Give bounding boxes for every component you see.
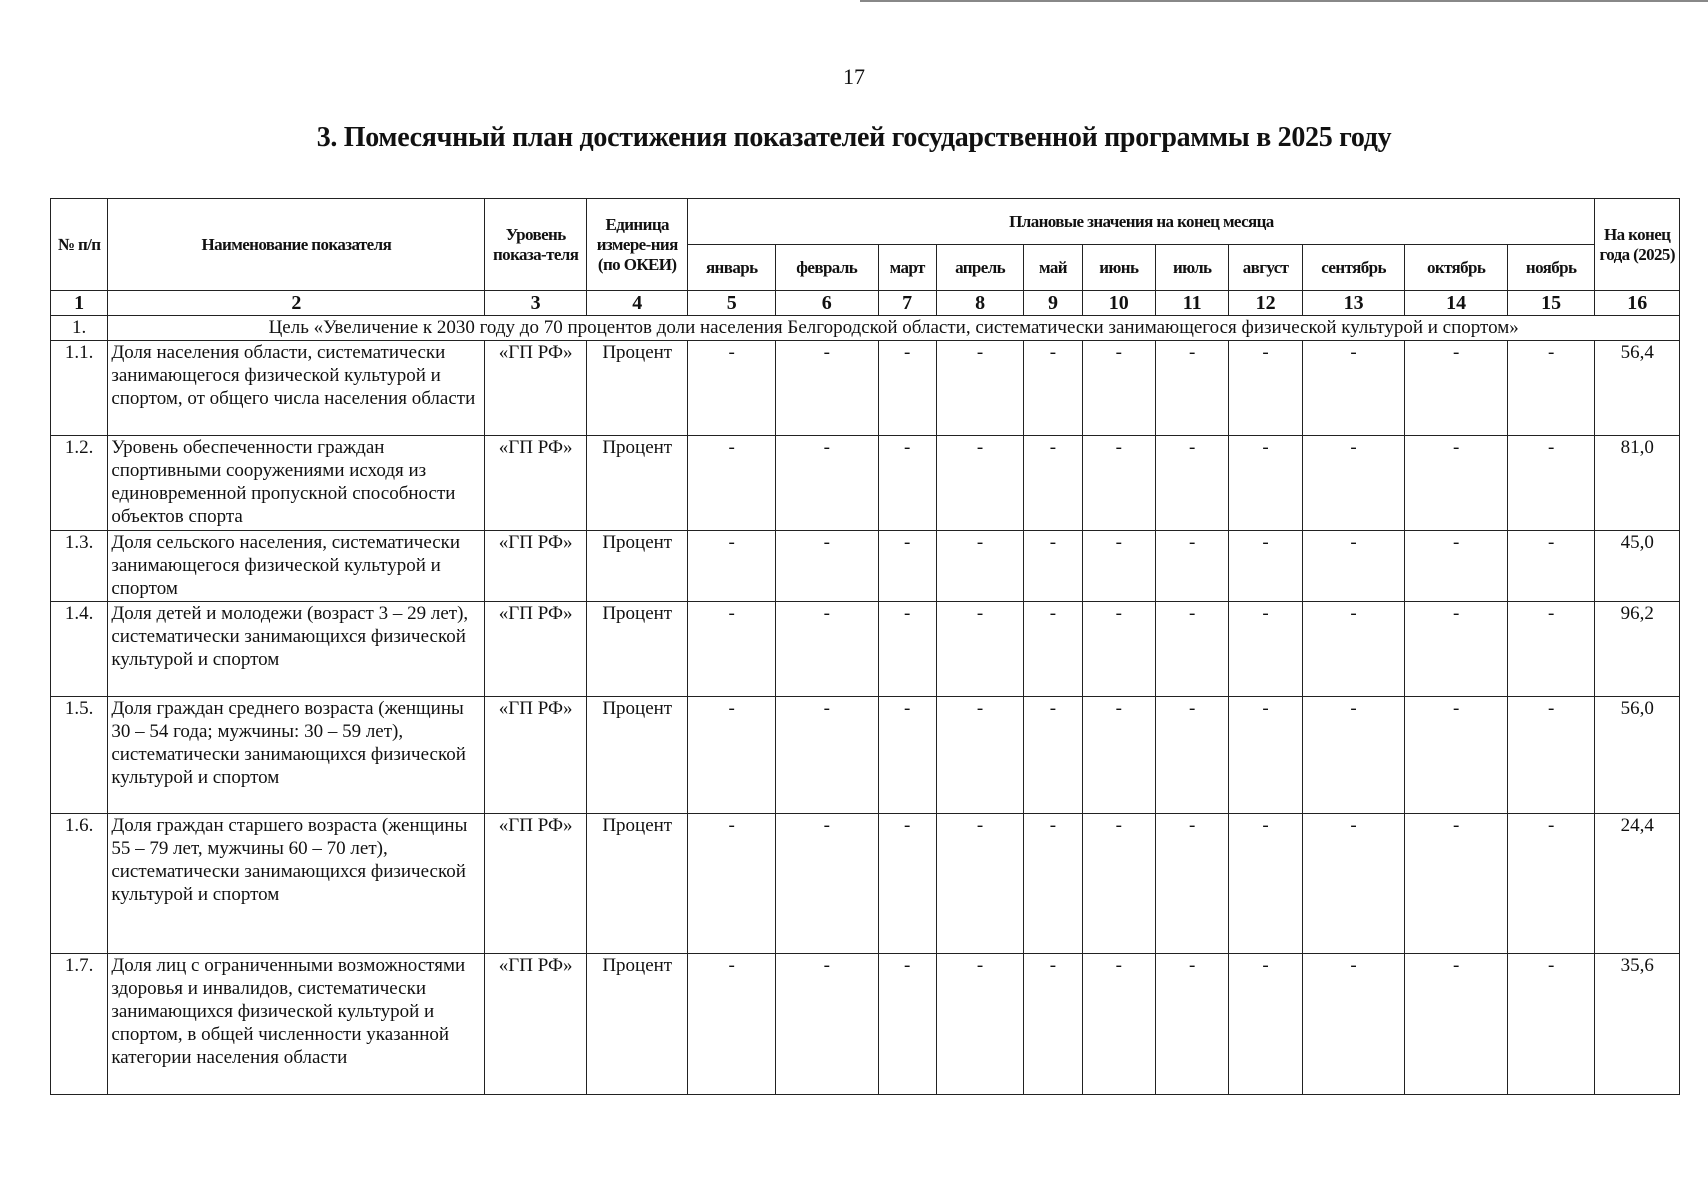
page-number: 17 <box>843 64 865 89</box>
row-number: 1.4. <box>51 602 108 697</box>
month-value: - <box>1024 531 1082 602</box>
header-num: № п/п <box>51 199 108 291</box>
column-number: 13 <box>1302 291 1405 316</box>
month-value: - <box>878 436 936 531</box>
year-end-value: 24,4 <box>1595 814 1680 954</box>
document-title: 3. Помесячный план достижения показателей государственной программы в 2025 году <box>316 122 1392 153</box>
goal-text: Цель «Увеличение к 2030 году до 70 процентов доли населения Белгородской области, систематически занимающегося физической культурой и спортом» <box>108 316 1680 341</box>
column-number: 14 <box>1405 291 1508 316</box>
header-month: август <box>1229 245 1302 291</box>
year-end-value: 45,0 <box>1595 531 1680 602</box>
month-value: - <box>878 814 936 954</box>
indicator-plan-table <box>50 198 1680 1095</box>
table-row <box>51 954 1680 1095</box>
month-value: - <box>936 697 1023 814</box>
indicator-level: «ГП РФ» <box>485 602 587 697</box>
month-value: - <box>1024 697 1082 814</box>
month-value: - <box>775 697 878 814</box>
table-row <box>51 602 1680 697</box>
month-value: - <box>775 602 878 697</box>
month-value: - <box>1024 436 1082 531</box>
header-month: март <box>878 245 936 291</box>
column-number: 3 <box>485 291 587 316</box>
table-row <box>51 531 1680 602</box>
table-row <box>51 697 1680 814</box>
month-value: - <box>775 531 878 602</box>
header-month: сентябрь <box>1302 245 1405 291</box>
column-number: 16 <box>1595 291 1680 316</box>
column-number: 5 <box>688 291 775 316</box>
indicator-unit: Процент <box>586 341 688 436</box>
month-value: - <box>1302 436 1405 531</box>
column-number: 12 <box>1229 291 1302 316</box>
month-value: - <box>688 436 775 531</box>
month-value: - <box>1405 814 1508 954</box>
month-value: - <box>1302 531 1405 602</box>
month-value: - <box>1082 602 1155 697</box>
month-value: - <box>688 814 775 954</box>
month-value: - <box>878 602 936 697</box>
month-value: - <box>1024 954 1082 1095</box>
month-value: - <box>775 341 878 436</box>
goal-number: 1. <box>51 316 108 341</box>
row-number: 1.3. <box>51 531 108 602</box>
month-value: - <box>1229 531 1302 602</box>
indicator-name: Доля сельского населения, систематически занимающегося физической культурой и спортом <box>108 531 485 602</box>
header-planned-values: Плановые значения на конец месяца <box>688 199 1595 245</box>
header-month: июль <box>1156 245 1229 291</box>
month-value: - <box>688 602 775 697</box>
month-value: - <box>936 531 1023 602</box>
month-value: - <box>1156 436 1229 531</box>
indicator-unit: Процент <box>586 531 688 602</box>
month-value: - <box>1229 341 1302 436</box>
row-number: 1.6. <box>51 814 108 954</box>
indicator-name: Доля детей и молодежи (возраст 3 – 29 лет), систематически занимающихся физической культурой и спортом <box>108 602 485 697</box>
indicator-unit: Процент <box>586 697 688 814</box>
month-value: - <box>1082 531 1155 602</box>
month-value: - <box>1507 341 1594 436</box>
column-number: 8 <box>936 291 1023 316</box>
month-value: - <box>936 341 1023 436</box>
month-value: - <box>878 531 936 602</box>
month-value: - <box>936 814 1023 954</box>
month-value: - <box>1507 531 1594 602</box>
month-value: - <box>1024 602 1082 697</box>
year-end-value: 35,6 <box>1595 954 1680 1095</box>
table-row <box>51 341 1680 436</box>
column-number-row <box>51 291 1680 316</box>
month-value: - <box>1024 341 1082 436</box>
month-value: - <box>1405 436 1508 531</box>
month-value: - <box>1507 814 1594 954</box>
column-number: 2 <box>108 291 485 316</box>
month-value: - <box>1405 602 1508 697</box>
header-month: июнь <box>1082 245 1155 291</box>
row-number: 1.5. <box>51 697 108 814</box>
month-value: - <box>1507 697 1594 814</box>
month-value: - <box>688 697 775 814</box>
header-month: ноябрь <box>1507 245 1594 291</box>
month-value: - <box>878 697 936 814</box>
header-month: январь <box>688 245 775 291</box>
month-value: - <box>1082 814 1155 954</box>
indicator-name: Уровень обеспеченности граждан спортивными сооружениями исходя из единовременной пропускной способности объектов спорта <box>108 436 485 531</box>
month-value: - <box>1302 954 1405 1095</box>
indicator-unit: Процент <box>586 436 688 531</box>
month-value: - <box>1302 814 1405 954</box>
month-value: - <box>775 814 878 954</box>
year-end-value: 96,2 <box>1595 602 1680 697</box>
indicator-level: «ГП РФ» <box>485 954 587 1095</box>
header-month: апрель <box>936 245 1023 291</box>
row-number: 1.1. <box>51 341 108 436</box>
year-end-value: 81,0 <box>1595 436 1680 531</box>
month-value: - <box>1302 341 1405 436</box>
column-number: 9 <box>1024 291 1082 316</box>
month-value: - <box>936 436 1023 531</box>
column-number: 6 <box>775 291 878 316</box>
year-end-value: 56,0 <box>1595 697 1680 814</box>
month-value: - <box>1156 697 1229 814</box>
indicator-name: Доля граждан среднего возраста (женщины 30 – 54 года; мужчины: 30 – 59 лет), систематически занимающихся физической культурой и спортом <box>108 697 485 814</box>
indicator-level: «ГП РФ» <box>485 531 587 602</box>
column-number: 11 <box>1156 291 1229 316</box>
indicator-unit: Процент <box>586 954 688 1095</box>
header-year-end: На конец года (2025) <box>1595 199 1680 291</box>
month-value: - <box>775 436 878 531</box>
month-value: - <box>1302 602 1405 697</box>
top-edge-rule <box>860 0 1708 2</box>
header-month: октябрь <box>1405 245 1508 291</box>
month-value: - <box>1024 814 1082 954</box>
indicator-level: «ГП РФ» <box>485 697 587 814</box>
month-value: - <box>1082 954 1155 1095</box>
month-value: - <box>1405 531 1508 602</box>
column-number: 10 <box>1082 291 1155 316</box>
column-number: 4 <box>586 291 688 316</box>
table-row <box>51 436 1680 531</box>
month-value: - <box>1507 436 1594 531</box>
month-value: - <box>1302 697 1405 814</box>
month-value: - <box>1229 697 1302 814</box>
month-value: - <box>1156 814 1229 954</box>
indicator-level: «ГП РФ» <box>485 436 587 531</box>
header-level: Уровень показа-теля <box>485 199 587 291</box>
indicator-level: «ГП РФ» <box>485 814 587 954</box>
column-number: 1 <box>51 291 108 316</box>
month-value: - <box>1156 954 1229 1095</box>
month-value: - <box>1229 814 1302 954</box>
year-end-value: 56,4 <box>1595 341 1680 436</box>
month-value: - <box>1507 602 1594 697</box>
column-number: 7 <box>878 291 936 316</box>
month-value: - <box>878 954 936 1095</box>
header-indicator-name: Наименование показателя <box>108 199 485 291</box>
table-row <box>51 814 1680 954</box>
month-value: - <box>1229 954 1302 1095</box>
header-unit: Единица измере-ния (по ОКЕИ) <box>586 199 688 291</box>
indicator-unit: Процент <box>586 814 688 954</box>
month-value: - <box>878 341 936 436</box>
column-number: 15 <box>1507 291 1594 316</box>
month-value: - <box>1156 341 1229 436</box>
header-month: февраль <box>775 245 878 291</box>
month-value: - <box>775 954 878 1095</box>
month-value: - <box>1082 436 1155 531</box>
month-value: - <box>688 341 775 436</box>
month-value: - <box>1405 341 1508 436</box>
month-value: - <box>936 954 1023 1095</box>
month-value: - <box>1507 954 1594 1095</box>
month-value: - <box>1229 602 1302 697</box>
indicator-name: Доля лиц с ограниченными возможностями здоровья и инвалидов, систематически занимающихся физической культурой и спортом, в общей численности указанной категории населения области <box>108 954 485 1095</box>
month-value: - <box>936 602 1023 697</box>
month-value: - <box>1405 954 1508 1095</box>
indicator-name: Доля граждан старшего возраста (женщины 55 – 79 лет, мужчины 60 – 70 лет), систематически занимающихся физической культурой и спортом <box>108 814 485 954</box>
month-value: - <box>1082 697 1155 814</box>
indicator-name: Доля населения области, систематически занимающегося физической культурой и спортом, от общего числа населения области <box>108 341 485 436</box>
indicator-rows <box>51 341 1680 1095</box>
month-value: - <box>1405 697 1508 814</box>
indicator-unit: Процент <box>586 602 688 697</box>
row-number: 1.2. <box>51 436 108 531</box>
month-value: - <box>1156 602 1229 697</box>
month-value: - <box>1082 341 1155 436</box>
header-month: май <box>1024 245 1082 291</box>
goal-row <box>51 316 1680 341</box>
month-value: - <box>688 531 775 602</box>
month-value: - <box>688 954 775 1095</box>
month-value: - <box>1229 436 1302 531</box>
month-value: - <box>1156 531 1229 602</box>
indicator-level: «ГП РФ» <box>485 341 587 436</box>
row-number: 1.7. <box>51 954 108 1095</box>
